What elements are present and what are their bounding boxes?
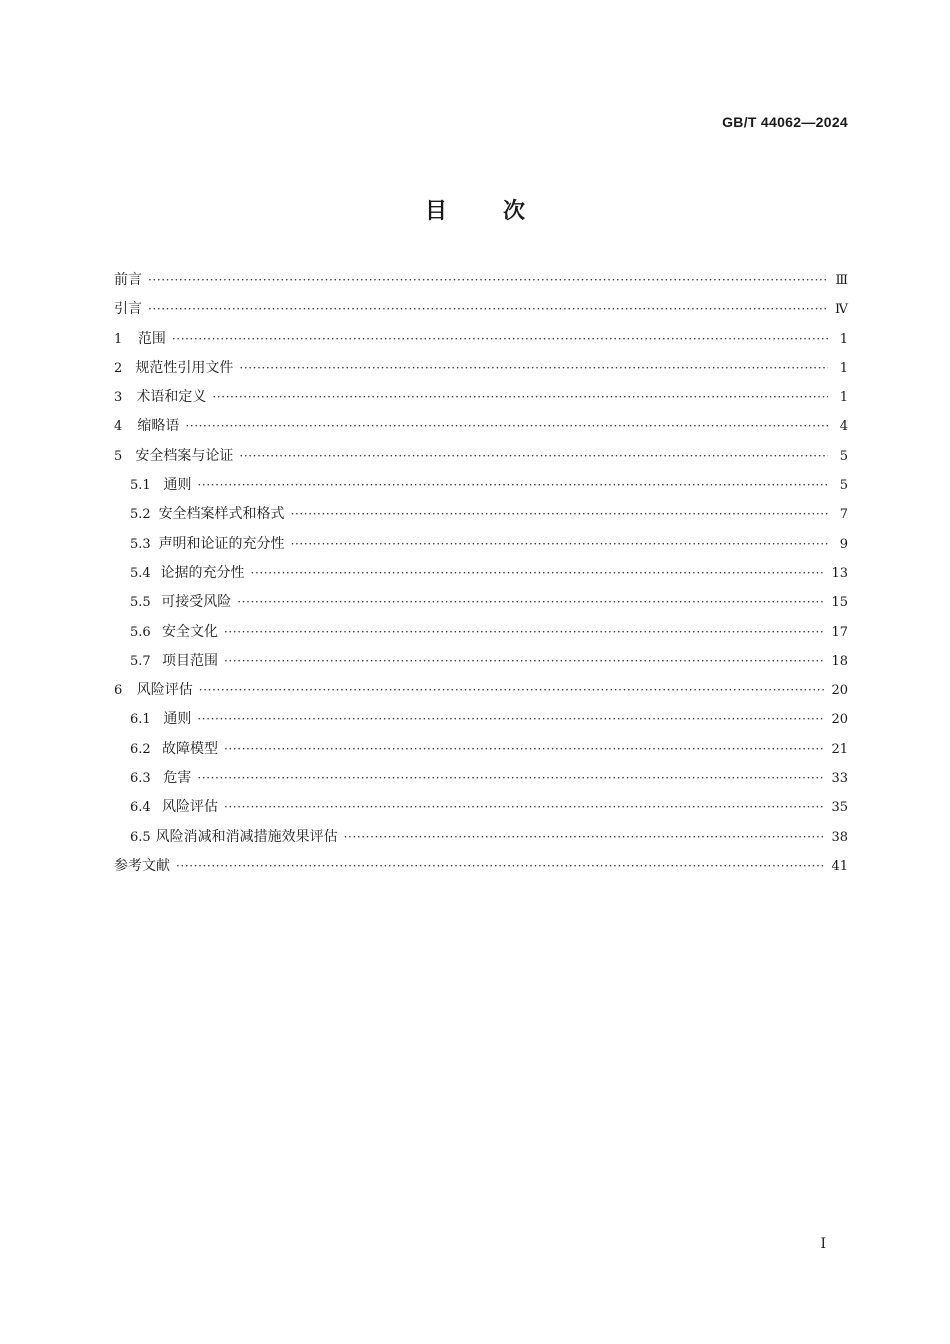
toc-entry-number: 2 xyxy=(114,360,123,376)
toc-entry-number: 6.2 xyxy=(130,741,151,757)
toc-leader-dots xyxy=(199,683,826,697)
toc-entry-page: 5 xyxy=(839,448,848,464)
toc-entry-label: 风险评估 xyxy=(161,799,218,816)
toc-entry-page: Ⅲ xyxy=(835,273,848,288)
toc-leader-dots xyxy=(197,712,825,726)
toc-entry-number: 6.1 xyxy=(130,712,151,728)
toc-entry[interactable] xyxy=(114,533,848,562)
toc-entry-label: 参考文献 xyxy=(114,857,170,874)
toc-entry-label: 声明和论证的充分性 xyxy=(158,535,285,552)
toc-entry-number: 6.5 xyxy=(130,829,151,845)
toc-entry-page: 17 xyxy=(831,624,848,640)
toc-entry-label: 通则 xyxy=(163,477,192,494)
toc-leader-dots xyxy=(291,537,828,551)
toc-entry[interactable] xyxy=(114,474,848,503)
toc-entry-label: 引言 xyxy=(114,301,142,318)
toc-leader-dots xyxy=(148,273,828,287)
toc-entry-label: 论据的充分性 xyxy=(160,564,245,581)
toc-entry[interactable] xyxy=(114,767,848,796)
toc-entry-page: 13 xyxy=(831,565,848,581)
toc-leader-dots xyxy=(148,302,828,316)
toc-entry[interactable] xyxy=(114,650,848,679)
toc-entry-label: 项目范围 xyxy=(161,652,218,669)
toc-entry-page: 15 xyxy=(831,595,848,611)
toc-entry-number: 6.4 xyxy=(130,800,151,816)
toc-leader-dots xyxy=(251,566,826,580)
toc-leader-dots xyxy=(224,800,825,814)
toc-entry[interactable] xyxy=(114,738,848,767)
toc-leader-dots xyxy=(185,419,828,433)
page-title xyxy=(0,194,950,225)
toc-entry[interactable] xyxy=(114,621,848,650)
toc-entry-page: Ⅳ xyxy=(835,302,848,318)
toc-entry-number: 1 xyxy=(114,331,123,347)
toc-leader-dots xyxy=(224,742,825,756)
toc-entry-label: 缩略语 xyxy=(137,418,180,435)
toc-entry-label: 通则 xyxy=(163,711,192,728)
toc-leader-dots xyxy=(176,859,825,873)
toc-leader-dots xyxy=(212,390,828,404)
toc-leader-dots xyxy=(239,361,828,375)
toc-entry-label: 故障模型 xyxy=(161,740,218,757)
toc-leader-dots xyxy=(291,507,828,521)
toc-entry[interactable] xyxy=(114,826,848,855)
toc-entry-number: 5.7 xyxy=(130,653,151,669)
toc-entry-label: 风险消减和消减措施效果评估 xyxy=(155,828,338,845)
toc-leader-dots xyxy=(344,830,826,844)
toc-entry-label: 安全档案与论证 xyxy=(135,447,234,464)
toc-leader-dots xyxy=(197,771,825,785)
toc-entry[interactable] xyxy=(114,298,848,327)
standard-code: GB/T 44062—2024 xyxy=(722,114,848,130)
toc-entry-page: 9 xyxy=(839,536,848,552)
toc-entry-label: 规范性引用文件 xyxy=(135,359,234,376)
toc-entry-label: 术语和定义 xyxy=(136,389,207,406)
toc-entry[interactable] xyxy=(114,591,848,620)
toc-entry-number: 5.4 xyxy=(130,565,151,581)
toc-entry[interactable] xyxy=(114,328,848,357)
toc-entry-number: 5.6 xyxy=(130,624,151,640)
toc-entry[interactable] xyxy=(114,445,848,474)
toc-entry-page: 38 xyxy=(831,829,848,845)
toc-entry-number: 4 xyxy=(114,419,123,435)
toc-entry-label: 范围 xyxy=(137,330,166,347)
toc-entry-page: 18 xyxy=(831,653,848,669)
toc-leader-dots xyxy=(237,595,825,609)
toc-entry-label: 前言 xyxy=(114,272,142,288)
toc-entry-number: 6 xyxy=(114,683,123,699)
toc-entry-page: 21 xyxy=(831,741,848,757)
toc-entry[interactable] xyxy=(114,503,848,532)
toc-entry-number: 5 xyxy=(114,448,123,464)
toc-leader-dots xyxy=(224,625,825,639)
toc-entry-label: 可接受风险 xyxy=(161,594,232,611)
toc-entry-number: 3 xyxy=(114,390,123,406)
title-char-1: 目 xyxy=(424,199,447,224)
toc-entry[interactable] xyxy=(114,269,848,298)
toc-entry-number: 5.3 xyxy=(130,536,151,552)
toc-entry-page: 20 xyxy=(831,712,848,728)
toc-entry-label: 风险评估 xyxy=(136,682,193,699)
toc-leader-dots xyxy=(172,332,828,346)
toc-entry[interactable] xyxy=(114,708,848,737)
toc-entry[interactable] xyxy=(114,415,848,444)
toc-entry-number: 5.1 xyxy=(130,478,151,494)
toc-entry-page: 5 xyxy=(839,478,848,494)
table-of-contents xyxy=(114,269,848,884)
toc-leader-dots xyxy=(239,449,828,463)
toc-entry-page: 41 xyxy=(831,858,848,874)
toc-entry-number: 5.5 xyxy=(130,595,151,611)
toc-entry-page: 20 xyxy=(831,683,848,699)
toc-entry-page: 35 xyxy=(831,800,848,816)
toc-entry-page: 4 xyxy=(839,419,848,435)
toc-entry-page: 7 xyxy=(839,507,848,523)
toc-entry[interactable] xyxy=(114,796,848,825)
toc-entry-page: 1 xyxy=(839,390,848,406)
toc-entry-label: 安全档案样式和格式 xyxy=(158,506,285,523)
toc-entry-label: 危害 xyxy=(163,770,192,787)
toc-entry-page: 33 xyxy=(831,771,848,787)
toc-entry[interactable] xyxy=(114,386,848,415)
toc-entry-number: 5.2 xyxy=(130,507,151,523)
footer-page-number: I xyxy=(820,1236,826,1252)
toc-entry-label: 安全文化 xyxy=(161,623,218,640)
toc-leader-dots xyxy=(224,654,825,668)
toc-entry-page: 1 xyxy=(839,331,848,347)
title-char-2: 次 xyxy=(503,199,526,224)
toc-entry[interactable] xyxy=(114,855,848,884)
toc-entry[interactable] xyxy=(114,357,848,386)
toc-entry[interactable] xyxy=(114,679,848,708)
toc-entry[interactable] xyxy=(114,562,848,591)
toc-entry-number: 6.3 xyxy=(130,771,151,787)
toc-entry-page: 1 xyxy=(839,360,848,376)
toc-leader-dots xyxy=(198,478,829,492)
